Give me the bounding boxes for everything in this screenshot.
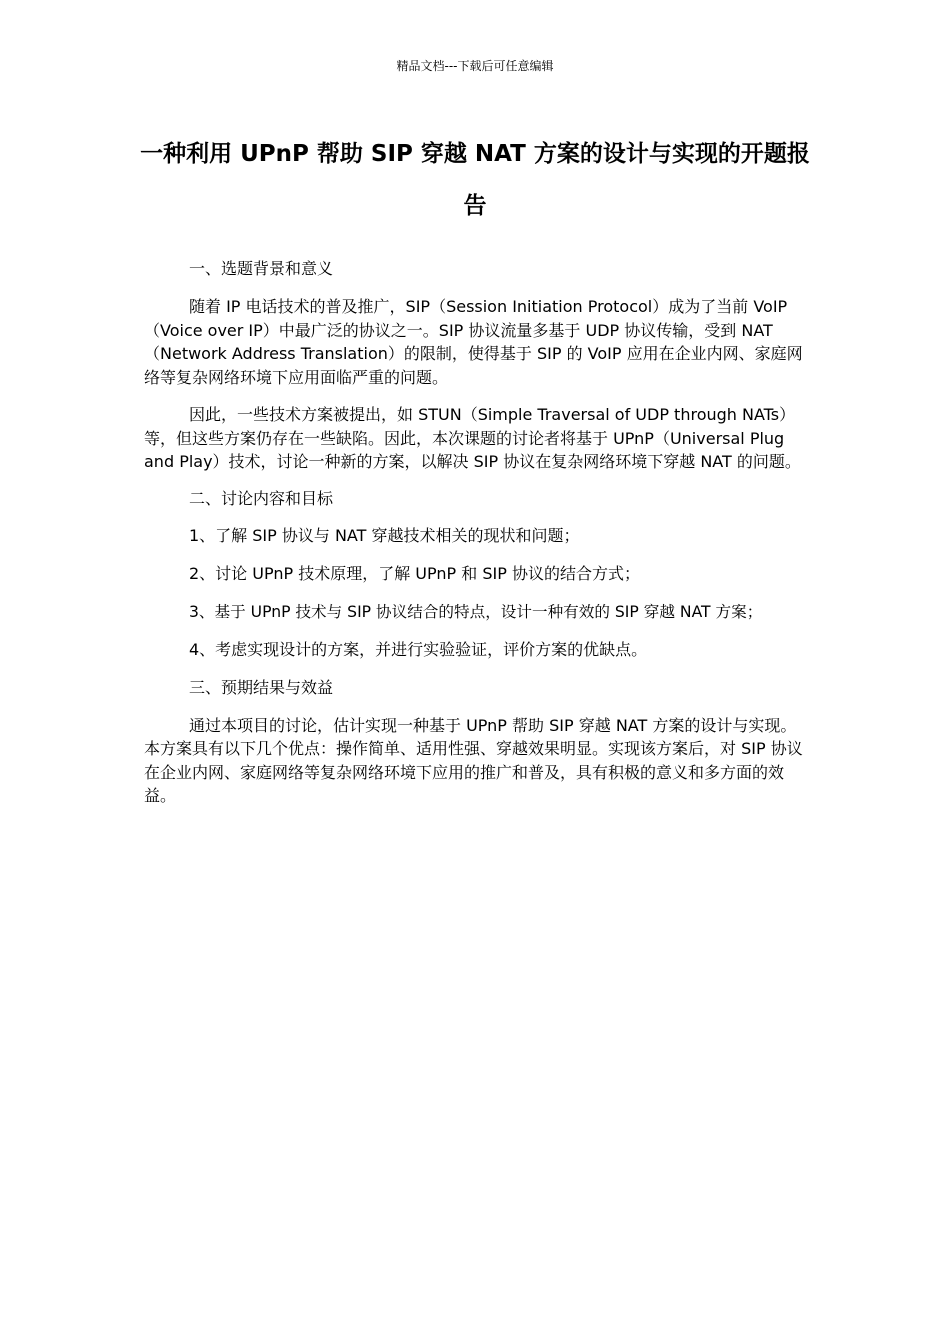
- list-item: 1、了解 SIP 协议与 NAT 穿越技术相关的现状和问题；: [189, 525, 580, 545]
- document-title: 一种利用 UPnP 帮助 SIP 穿越 NAT 方案的设计与实现的开题报告: [140, 141, 810, 219]
- page-header: 精品文档---下载后可任意编辑: [396, 59, 554, 73]
- document-body: [144, 258, 810, 822]
- list-item: 3、基于 UPnP 技术与 SIP 协议结合的特点，设计一种有效的 SIP 穿越 NAT 方案；: [189, 602, 763, 621]
- section-heading-expected-results: 三、预期结果与效益: [189, 677, 334, 697]
- paragraph-background-2: 因此，一些技术方案被提出，如 STUN（Simple Traversal of UDP through NATs）等，但这些方案仍存在一些缺陷。因此，本次课题的讨论者将基于 UPnP（Universal Plug and Play）技术，讨论一种新的方案，以解决 SIP 协议在复杂网络环境下穿越 NAT 的问题。: [144, 405, 801, 471]
- section-heading-content-goals: 二、讨论内容和目标: [189, 488, 334, 508]
- section-heading-background: 一、选题背景和意义: [189, 259, 334, 278]
- paragraph-background-1: 随着 IP 电话技术的普及推广，SIP（Session Initiation Protocol）成为了当前 VoIP（Voice over IP）中最广泛的协议之一。SIP 协议流量多基于 UDP 协议传输，受到 NAT（Network Address Translation）的限制，使得基于 SIP 的 VoIP 应用在企业内网、家庭网络等复杂网络环境下应用面临严重的问题。: [144, 297, 803, 387]
- list-item: 2、讨论 UPnP 技术原理，了解 UPnP 和 SIP 协议的结合方式；: [189, 563, 640, 583]
- list-item: 4、考虑实现设计的方案，并进行实验验证，评价方案的优缺点。: [189, 639, 648, 659]
- paragraph-expected-results: 通过本项目的讨论，估计实现一种基于 UPnP 帮助 SIP 穿越 NAT 方案的设计与实现。本方案具有以下几个优点：操作简单、适用性强、穿越效果明显。实现该方案后，对 SIP 协议在企业内网、家庭网络等复杂网络环境下应用的推广和普及，具有积极的意义和多方面的效益。: [144, 715, 803, 805]
